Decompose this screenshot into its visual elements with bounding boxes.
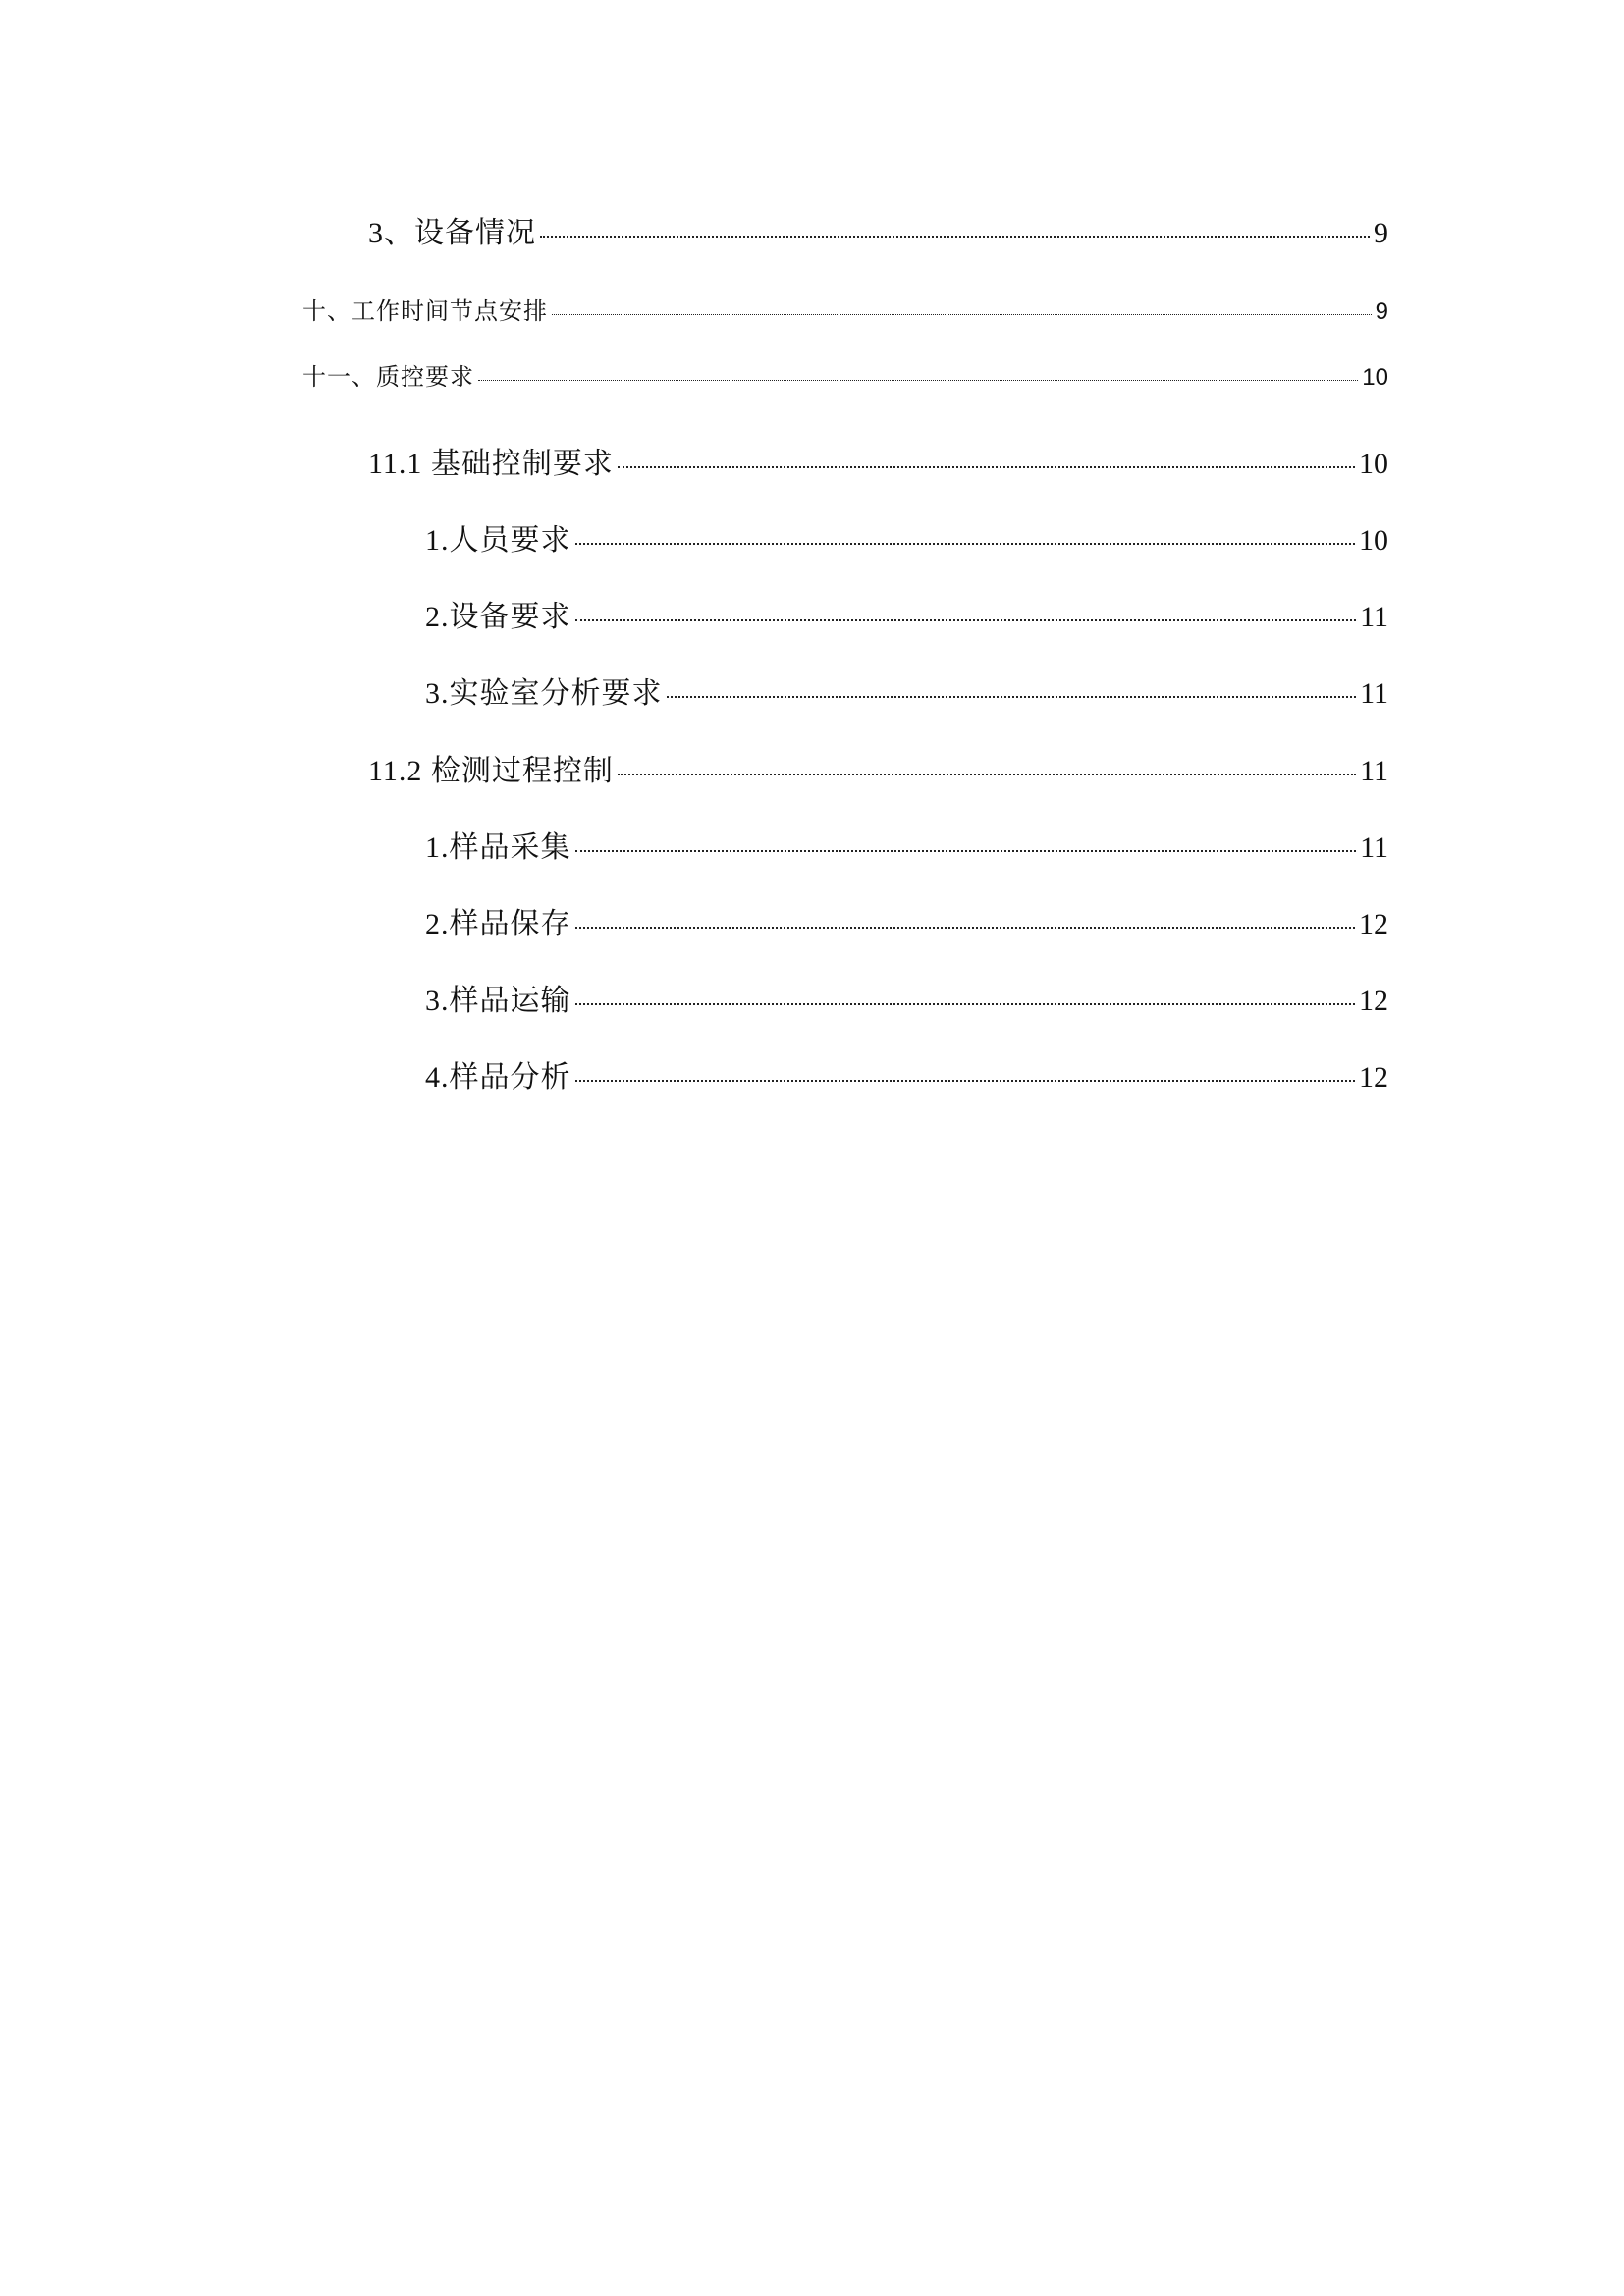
toc-page-number: 9 [1374, 217, 1388, 249]
toc-dot-leader [478, 380, 1358, 381]
toc-entry-label: 11.2 检测过程控制 [368, 755, 614, 787]
toc-entry-label: 十一、质控要求 [302, 364, 474, 391]
toc-entry-label: 11.1 基础控制要求 [368, 448, 614, 480]
toc-dot-leader [575, 850, 1357, 852]
toc-dot-leader [540, 236, 1370, 238]
toc-page-number: 11 [1360, 601, 1388, 633]
toc-entry-label: 4.样品分析 [425, 1061, 571, 1094]
toc-entry[interactable] [425, 823, 1388, 866]
toc-entry[interactable] [425, 592, 1388, 635]
toc-entry-label: 3.实验室分析要求 [425, 677, 663, 710]
toc-entry[interactable] [302, 357, 1388, 392]
toc-page-number: 10 [1359, 524, 1388, 557]
toc-page-number: 12 [1359, 985, 1388, 1017]
toc-dot-leader [575, 927, 1356, 929]
toc-entry[interactable] [425, 899, 1388, 942]
toc-entry-label: 2.样品保存 [425, 908, 571, 940]
toc-dot-leader [667, 696, 1357, 698]
toc-entry[interactable] [368, 439, 1388, 482]
toc-page-number: 12 [1359, 908, 1388, 940]
toc-entry-label: 1.样品采集 [425, 831, 571, 864]
toc-dot-leader [575, 619, 1357, 621]
toc-dot-leader [618, 774, 1356, 775]
toc-entry-label: 3.样品运输 [425, 985, 571, 1017]
toc-page-number: 11 [1360, 831, 1388, 864]
toc-entry[interactable] [425, 515, 1388, 559]
toc-entry[interactable] [425, 976, 1388, 1019]
toc-entry-label: 3、设备情况 [368, 217, 536, 249]
toc-entry-label: 2.设备要求 [425, 601, 571, 633]
toc-entry[interactable] [368, 208, 1388, 251]
toc-page-number: 11 [1360, 677, 1388, 710]
toc-page-number: 9 [1375, 298, 1388, 325]
toc-entry-label: 十、工作时间节点安排 [302, 298, 548, 325]
toc-entry[interactable] [425, 1052, 1388, 1095]
toc-entry[interactable] [425, 668, 1388, 712]
toc-dot-leader [575, 1003, 1356, 1005]
toc-entry[interactable] [368, 746, 1388, 789]
toc-dot-leader [575, 543, 1356, 545]
toc-dot-leader [575, 1080, 1356, 1082]
toc-dot-leader [552, 314, 1372, 315]
toc-page-number: 10 [1359, 448, 1388, 480]
toc-entry-label: 1.人员要求 [425, 524, 571, 557]
toc-entry[interactable] [302, 292, 1388, 326]
toc-page-number: 11 [1360, 755, 1388, 787]
toc-dot-leader [618, 466, 1355, 468]
toc-page-number: 10 [1362, 364, 1388, 391]
toc-page-number: 12 [1359, 1061, 1388, 1094]
